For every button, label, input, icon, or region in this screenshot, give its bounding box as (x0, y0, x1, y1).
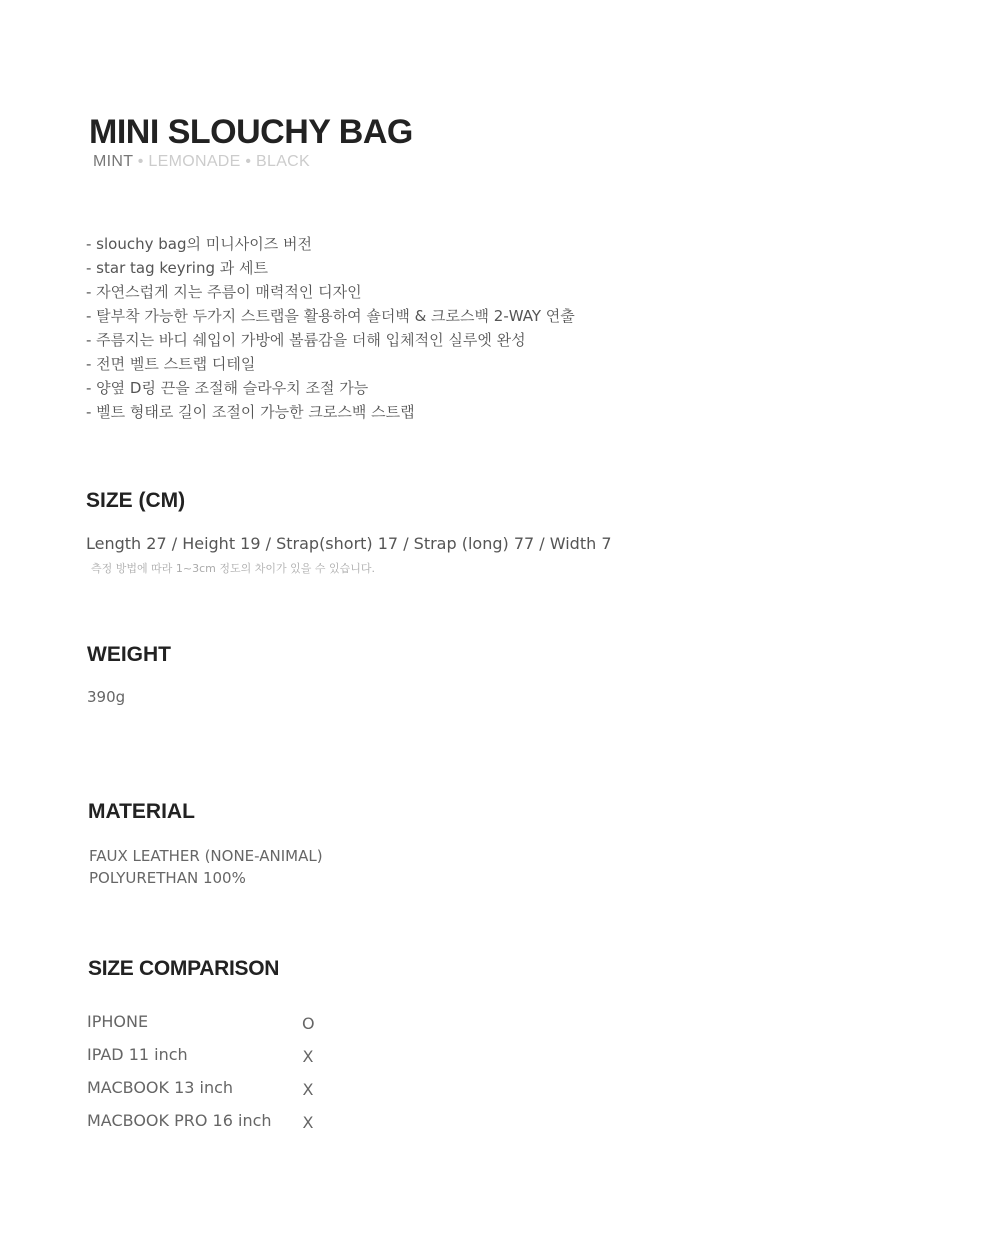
feature-item: - 탈부착 가능한 두가지 스트랩을 활용하여 숄더백 & 크로스백 2-WAY 연출 (86, 307, 575, 325)
weight-heading: WEIGHT (87, 643, 171, 666)
material-heading: MATERIAL (88, 800, 195, 823)
comparison-row (87, 1078, 347, 1111)
feature-item: - 양옆 D링 끈을 조절해 슬라우치 조절 가능 (86, 379, 369, 397)
fit-mark: X (302, 1047, 314, 1066)
device-name: IPHONE (87, 1012, 149, 1031)
device-name: MACBOOK 13 inch (87, 1078, 234, 1097)
feature-item: - 벨트 형태로 길이 조절이 가능한 크로스백 스트랩 (86, 403, 415, 421)
device-name: IPAD 11 inch (87, 1045, 188, 1064)
color-separator: • (137, 153, 144, 170)
device-name: MACBOOK PRO 16 inch (87, 1111, 272, 1130)
size-comparison-heading: SIZE COMPARISON (88, 957, 280, 980)
color-option-mint[interactable]: MINT (93, 153, 134, 170)
material-line: POLYURETHAN 100% (89, 869, 246, 887)
size-dimensions: Length 27 / Height 19 / Strap(short) 17 / Strap (long) 77 / Width 7 (86, 534, 612, 553)
comparison-row (87, 1111, 347, 1144)
comparison-row (87, 1045, 347, 1078)
color-options (93, 153, 310, 171)
feature-item: - 전면 벨트 스트랩 디테일 (86, 355, 256, 373)
material-info (89, 845, 323, 889)
fit-mark: O (302, 1014, 315, 1033)
fit-mark: X (302, 1080, 314, 1099)
size-heading: SIZE (CM) (86, 489, 186, 512)
feature-item: - 자연스럽게 지는 주름이 매력적인 디자인 (86, 283, 362, 301)
weight-value: 390g (87, 688, 126, 706)
comparison-row (87, 1012, 347, 1045)
size-note: 측정 방법에 따라 1~3cm 정도의 차이가 있을 수 있습니다. (91, 562, 375, 575)
feature-item: - star tag keyring 과 세트 (86, 259, 268, 277)
size-comparison-table (87, 1012, 347, 1144)
feature-item: - slouchy bag의 미니사이즈 버전 (86, 235, 312, 253)
fit-mark: X (302, 1113, 314, 1132)
product-title: MINI SLOUCHY BAG (89, 113, 413, 151)
color-separator: • (245, 153, 252, 170)
feature-item: - 주름지는 바디 쉐입이 가방에 볼륨감을 더해 입체적인 실루엣 완성 (86, 331, 526, 349)
color-option-lemonade[interactable]: LEMONADE (148, 153, 241, 170)
material-line: FAUX LEATHER (NONE-ANIMAL) (89, 847, 323, 865)
feature-list (86, 232, 575, 424)
color-option-black[interactable]: BLACK (256, 153, 310, 170)
